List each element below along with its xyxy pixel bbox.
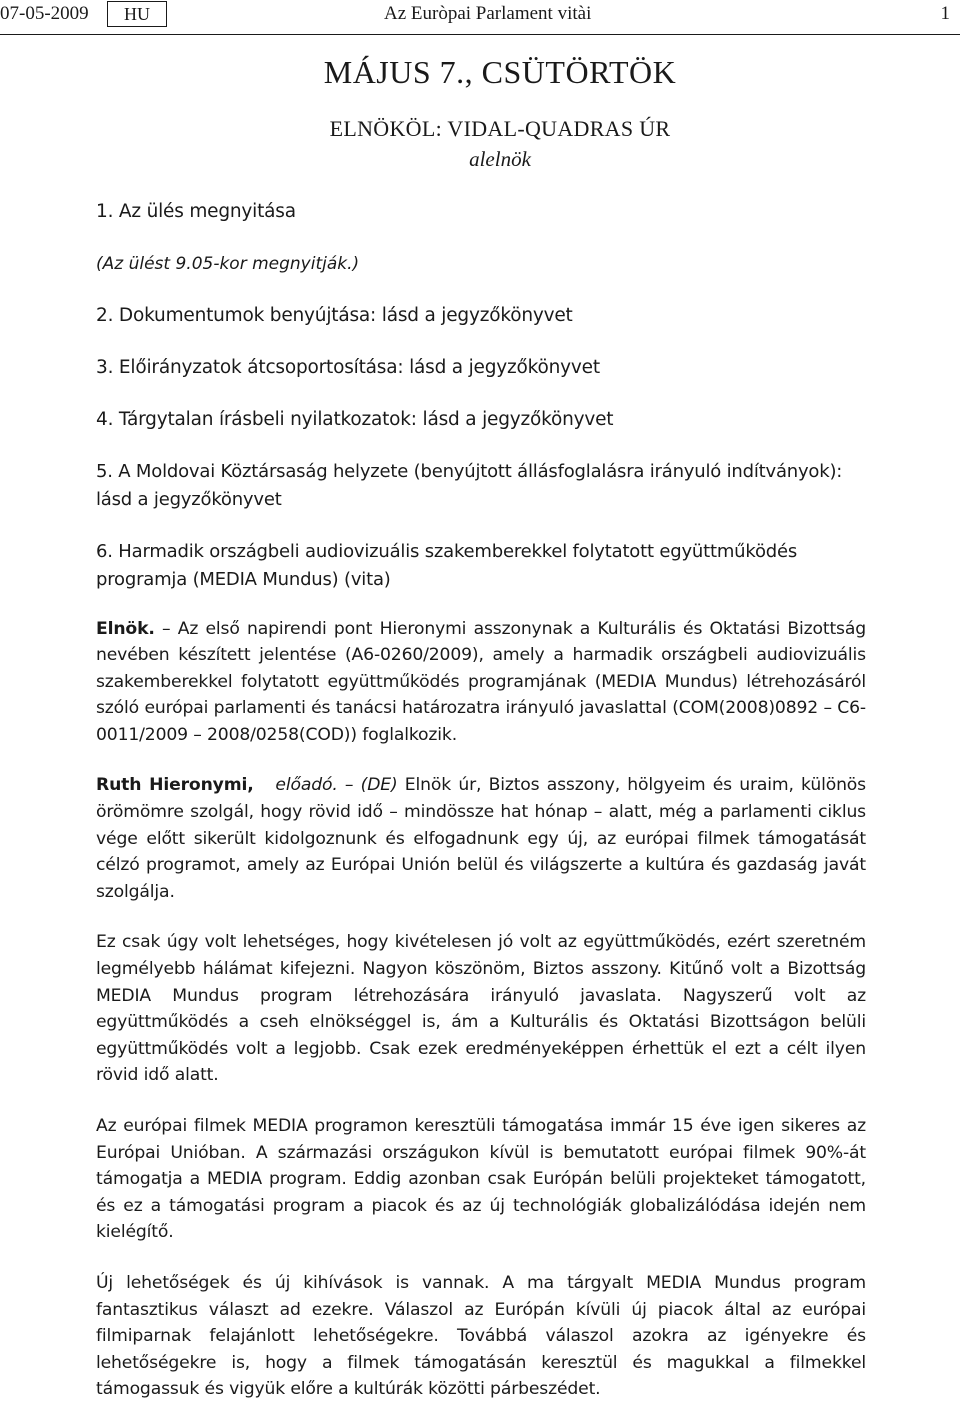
- paragraph-hieronymi-text: Elnök úr, Biztos asszony, hölgyeim és uraim, különös örömömre szolgál, hogy rövid idő – mindössze hat hónap – alatt, még a parlamenti ciklus vége előtt sikerült kidolgoznunk és elfogadnunk egy új, az európai filmek támogatását célzó programot, amely az Európai Unión belül és világszerte a kultúra és gazdaság javát szolgálja.: [96, 775, 866, 902]
- document-body: [96, 198, 866, 1403]
- publication-title: Az Euròpai Parlament vitài: [384, 3, 592, 24]
- section-heading-1: 1. Az ülés megnyitása: [96, 201, 296, 222]
- section-heading-5: 5. A Moldovai Köztársaság helyzete (benyújtott állásfoglalásra irányuló indítványok): lásd a jegyzőkönyvet: [96, 460, 843, 510]
- section-heading-4: 4. Tárgytalan írásbeli nyilatkozatok: lásd a jegyzőkönyvet: [96, 408, 614, 430]
- paragraph-4: Az európai filmek MEDIA programon keresztüli támogatása immár 15 éve igen sikeres az Európai Unióban. A származási országukon kívül is bemutatott európai filmek 90%-át támogatja a MEDIA program. Eddig azonban csak Európán belüli projekteket támogatott, és ez a támogatási program a piacok és az új technológiák globalizálódása idején nem kielégítő.: [96, 1116, 866, 1243]
- page-header: [0, 0, 960, 30]
- header-date: 07-05-2009: [0, 3, 89, 24]
- section-heading-2: 2. Dokumentumok benyújtása: lásd a jegyzőkönyvet: [96, 304, 573, 326]
- day-title: MÁJUS 7., CSÜTÖRTÖK: [323, 54, 677, 90]
- header-divider: [0, 34, 960, 35]
- paragraph-president: [96, 616, 866, 749]
- page-number: 1: [940, 3, 950, 24]
- section-heading-3: 3. Előirányzatok átcsoportosítása: lásd a jegyzőkönyvet: [96, 356, 600, 378]
- speaker-hieronymi: Ruth Hieronymi,: [96, 775, 254, 796]
- speaker-language: (DE): [360, 775, 398, 796]
- speaker-president: Elnök.: [96, 618, 155, 639]
- session-opening-note: (Az ülést 9.05-kor megnyitják.): [96, 254, 360, 274]
- language-badge: HU: [107, 1, 167, 27]
- chair-line: ELNÖKÖL: VIDAL-QUADRAS ÚR: [329, 116, 671, 141]
- paragraph-3: Ez csak úgy volt lehetséges, hogy kivételesen jó volt az együttműködés, ezért szeretném legmélyebb hálámat kifejezni. Nagyon köszönöm, Biztos asszony. Kitűnő volt a Bizottság MEDIA Mundus program létrehozására irányuló javaslata. Nagyszerű volt az együttműködés a cseh elnökséggel is, ám a Kulturális és Oktatási Bizottságon belüli együttműködés volt a legjobb. Csak ezek eredményeképpen érhettük el ezt a célt ilyen rövid idő alatt.: [96, 932, 866, 1086]
- section-heading-6: 6. Harmadik országbeli audiovizuális szakemberekkel folytatott együttműködés programja (MEDIA Mundus) (vita): [96, 540, 798, 590]
- paragraph-hieronymi: Ruth Hieronymi, előadó. – (DE) Elnök úr, Biztos asszony, hölgyeim és uraim, különös örömömre szolgál, hogy rövid idő – mindössze hat hónap – alatt, még a parlamenti ciklus vége előtt sikerült kidolgoznunk és elfogadnunk egy új, az európai filmek támogatását célzó programot, amely az Európai Unión belül és világszerte a kultúra és gazdaság javát szolgálja.: [96, 775, 866, 902]
- speaker-role: előadó.: [275, 775, 338, 796]
- chair-role: alelnök: [469, 147, 531, 171]
- paragraph-president-text: – Az első napirendi pont Hieronymi asszonynak a Kulturális és Oktatási Bizottság nevében készített jelentése (A6-0260/2009), amely a harmadik országbeli audiovizuális szakemberekkel folytatott együttműködés programjának (MEDIA Mundus) létrehozásáról szóló európai parlamenti és tanácsi határozatra irányuló javaslattal (COM(2008)0892 – C6-0011/2009 – 2008/0258(COD)) foglalkozik.: [96, 618, 866, 745]
- paragraph-5: Új lehetőségek és új kihívások is vannak. A ma tárgyalt MEDIA Mundus program fantasztikus választ ad ezekre. Válaszol az Európán kívüli új piacok által az európai filmiparnak felajánlott lehetőségekre. Továbbá válaszol azokra az igényekre és lehetőségekre is, hogy a filmek támogatásán keresztül és magukkal a filmekkel támogassuk és vigyük előre a kultúrák közötti párbeszédet.: [96, 1272, 866, 1400]
